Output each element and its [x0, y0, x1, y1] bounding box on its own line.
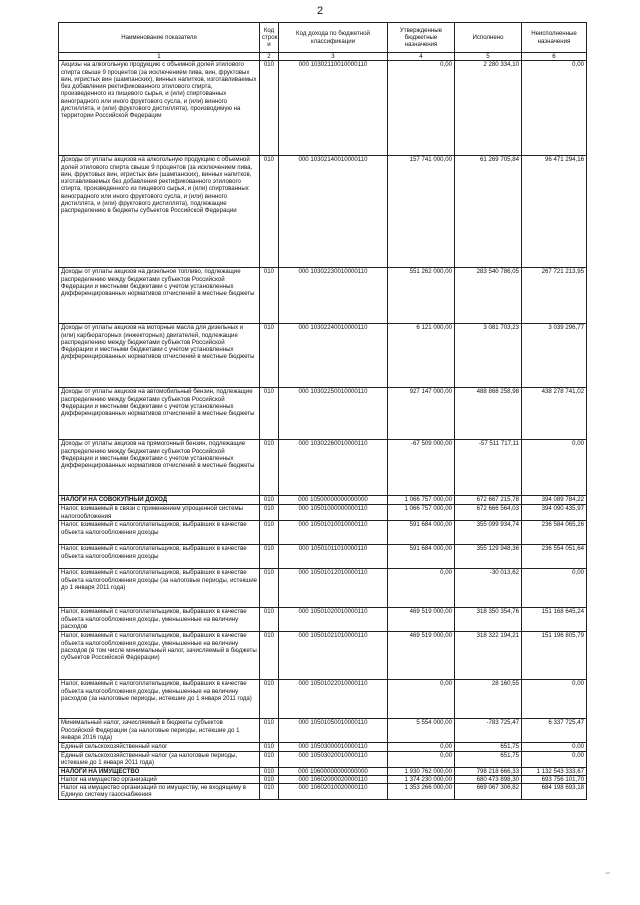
- table-row: [59, 767, 587, 775]
- row-name: Налог, взимаемый с налогоплательщиков, выбравших в качестве объекта налогообложения доходы, уменьшенные на величину расходов (в том числе минимальный налог, зачисляемый в бюджеты субъектов Российской Федерации): [59, 632, 260, 680]
- table-row: [59, 743, 587, 751]
- row-remaining: 693 756 101,70: [522, 775, 587, 783]
- row-bk-code: 000 10501012010000110: [279, 569, 388, 608]
- row-bk-code: 000 10501020010000110: [279, 608, 388, 632]
- row-approved: 0,00: [388, 569, 455, 608]
- row-remaining: 394 089 784,22: [522, 496, 587, 505]
- row-bk-code: 000 10302260010000110: [279, 440, 388, 496]
- column-number: 5: [455, 53, 522, 61]
- row-done: 318 350 354,76: [455, 608, 522, 632]
- row-name: Налог, взимаемый с налогоплательщиков, выбравших в качестве объекта налогообложения доходы (за налоговые периоды, истекшие до 1 января 2011 года): [59, 569, 260, 608]
- row-remaining: 0,00: [522, 61, 587, 156]
- row-name: Налог, взимаемый в связи с применением упрощенной системы налогообложения: [59, 505, 260, 521]
- header-name: Наименование показателя: [59, 23, 260, 53]
- table-row: [59, 719, 587, 743]
- header-approved: Утвержденные бюджетные назначения: [388, 23, 455, 53]
- table-row: [59, 569, 587, 608]
- column-number: 4: [388, 53, 455, 61]
- row-approved: 469 519 000,00: [388, 608, 455, 632]
- table-row: [59, 680, 587, 719]
- row-approved: 1 930 762 000,00: [388, 767, 455, 775]
- table-row: [59, 440, 587, 496]
- row-name: Минимальный налог, зачисляемый в бюджеты субъектов Российской Федерации (за налоговые периоды, истекшие до 1 января 2016 года): [59, 719, 260, 743]
- row-name: Налог на имущество организаций: [59, 775, 260, 783]
- row-approved: 0,00: [388, 743, 455, 751]
- table-row: [59, 268, 587, 324]
- row-remaining: 0,00: [522, 569, 587, 608]
- row-done: 355 129 948,36: [455, 545, 522, 569]
- row-bk-code: 000 10501022010000110: [279, 680, 388, 719]
- row-approved: 5 554 000,00: [388, 719, 455, 743]
- row-bk-code: 000 10600000000000000: [279, 767, 388, 775]
- row-bk-code: 000 10302240010000110: [279, 324, 388, 388]
- row-code: 010: [260, 440, 279, 496]
- row-bk-code: 000 10302110010000110: [279, 61, 388, 156]
- row-remaining: 267 721 213,95: [522, 268, 587, 324]
- row-approved: 1 353 266 000,00: [388, 784, 455, 800]
- row-approved: 551 262 000,00: [388, 268, 455, 324]
- row-name: НАЛОГИ НА ИМУЩЕСТВО: [59, 767, 260, 775]
- row-name: Доходы от уплаты акцизов на дизельное топливо, подлежащие распределению между бюджетами субъектов Российской Федерации и местными бюджетами с учетом установленных дифференцированных нормативов отчислений в местные бюджеты: [59, 268, 260, 324]
- column-number-row: [59, 53, 587, 61]
- row-approved: 6 121 000,00: [388, 324, 455, 388]
- row-name: Налог на имущество организаций по имуществу, не входящему в Единую систему газоснабжения: [59, 784, 260, 800]
- row-remaining: 151 168 645,24: [522, 608, 587, 632]
- row-approved: 1 066 757 000,00: [388, 496, 455, 505]
- row-done: 669 067 306,82: [455, 784, 522, 800]
- row-code: 010: [260, 743, 279, 751]
- row-code: 010: [260, 505, 279, 521]
- row-name: НАЛОГИ НА СОВОКУПНЫЙ ДОХОД: [59, 496, 260, 505]
- row-remaining: 151 196 805,79: [522, 632, 587, 680]
- page-number: 2: [316, 5, 324, 17]
- table-row: [59, 496, 587, 505]
- row-approved: 927 147 000,00: [388, 388, 455, 440]
- row-remaining: 236 584 065,26: [522, 521, 587, 545]
- row-remaining: 3 039 296,77: [522, 324, 587, 388]
- row-done: 672 666 564,03: [455, 505, 522, 521]
- row-bk-code: 000 10602010020000110: [279, 784, 388, 800]
- row-code: 010: [260, 545, 279, 569]
- row-approved: -67 509 000,00: [388, 440, 455, 496]
- header-bk: Код дохода по бюджетной классификации: [279, 23, 388, 53]
- row-name: Налог, взимаемый с налогоплательщиков, выбравших в качестве объекта налогообложения доходы, уменьшенные на величину расходов (за налоговые периоды, истекшие до 1 января 2011 года): [59, 680, 260, 719]
- table-row: [59, 324, 587, 388]
- row-code: 010: [260, 784, 279, 800]
- table-row: [59, 775, 587, 783]
- column-number: 3: [279, 53, 388, 61]
- row-done: -57 511 717,11: [455, 440, 522, 496]
- table-row: [59, 632, 587, 680]
- row-name: Доходы от уплаты акцизов на автомобильный бензин, подлежащие распределению между бюджетами субъектов Российской Федерации и местными бюджетами с учетом установленных дифференцированных нормативов отчислений в местные бюджеты: [59, 388, 260, 440]
- row-remaining: 394 090 435,97: [522, 505, 587, 521]
- row-remaining: 6 337 725,47: [522, 719, 587, 743]
- table-row: [59, 521, 587, 545]
- row-remaining: 1 132 543 333,67: [522, 767, 587, 775]
- row-bk-code: 000 10503020010000110: [279, 751, 388, 767]
- row-bk-code: 000 10501010010000110: [279, 521, 388, 545]
- column-number: 6: [522, 53, 587, 61]
- row-approved: 0,00: [388, 751, 455, 767]
- row-bk-code: 000 10602000020000110: [279, 775, 388, 783]
- table-row: [59, 388, 587, 440]
- row-approved: 591 684 000,00: [388, 545, 455, 569]
- row-remaining: 0,00: [522, 751, 587, 767]
- row-done: 651,75: [455, 751, 522, 767]
- table-row: [59, 784, 587, 800]
- row-bk-code: 000 10302250010000110: [279, 388, 388, 440]
- row-bk-code: 000 10302140010000110: [279, 156, 388, 268]
- row-code: 010: [260, 61, 279, 156]
- row-done: 488 868 258,98: [455, 388, 522, 440]
- row-done: 355 099 934,74: [455, 521, 522, 545]
- row-code: 010: [260, 569, 279, 608]
- row-code: 010: [260, 496, 279, 505]
- row-bk-code: 000 10503000010000110: [279, 743, 388, 751]
- row-done: 28 160,55: [455, 680, 522, 719]
- row-name: Единый сельскохозяйственный налог: [59, 743, 260, 751]
- row-approved: 1 066 757 000,00: [388, 505, 455, 521]
- row-done: -783 725,47: [455, 719, 522, 743]
- row-code: 010: [260, 680, 279, 719]
- table-row: [59, 751, 587, 767]
- row-approved: 0,00: [388, 680, 455, 719]
- row-bk-code: 000 10501011010000110: [279, 545, 388, 569]
- row-bk-code: 000 10501050010000110: [279, 719, 388, 743]
- row-name: Налог, взимаемый с налогоплательщиков, выбравших в качестве объекта налогообложения доходы: [59, 521, 260, 545]
- column-number: 2: [260, 53, 279, 61]
- margin-mark: ~: [603, 867, 611, 879]
- row-code: 010: [260, 767, 279, 775]
- row-remaining: 438 278 741,02: [522, 388, 587, 440]
- row-approved: 0,00: [388, 61, 455, 156]
- table-row: [59, 608, 587, 632]
- row-remaining: 236 554 051,64: [522, 545, 587, 569]
- table-row: [59, 545, 587, 569]
- row-approved: 591 684 000,00: [388, 521, 455, 545]
- table-row: [59, 61, 587, 156]
- row-name: Единый сельскохозяйственный налог (за налоговые периоды, истекшие до 1 января 2011 года): [59, 751, 260, 767]
- row-code: 010: [260, 324, 279, 388]
- row-bk-code: 000 10302230010000110: [279, 268, 388, 324]
- row-approved: 469 519 000,00: [388, 632, 455, 680]
- row-code: 010: [260, 632, 279, 680]
- row-remaining: 0,00: [522, 680, 587, 719]
- column-number: 1: [59, 53, 260, 61]
- row-done: 680 473 898,30: [455, 775, 522, 783]
- row-code: 010: [260, 608, 279, 632]
- row-approved: 1 374 230 000,00: [388, 775, 455, 783]
- row-remaining: 96 471 294,16: [522, 156, 587, 268]
- row-approved: 157 741 000,00: [388, 156, 455, 268]
- header-code: Код строк и: [260, 23, 279, 53]
- row-done: 2 280 334,10: [455, 61, 522, 156]
- row-code: 010: [260, 156, 279, 268]
- row-bk-code: 000 10501000000000110: [279, 505, 388, 521]
- row-done: 3 081 703,23: [455, 324, 522, 388]
- row-done: 672 667 215,78: [455, 496, 522, 505]
- row-code: 010: [260, 388, 279, 440]
- header-done: Исполнено: [455, 23, 522, 53]
- row-done: 318 322 194,21: [455, 632, 522, 680]
- row-code: 010: [260, 751, 279, 767]
- row-remaining: 684 198 693,18: [522, 784, 587, 800]
- row-done: -30 013,62: [455, 569, 522, 608]
- row-name: Акцизы на алкогольную продукцию с объемной долей этилового спирта свыше 9 процентов (за исключением пива, вин, фруктовых вин, игристых вин (шампанских), винных напитков, изготавливаемых без добавления ректификованного этилового спирта, произведенного из пищевого сырья, и (или) спиртованных виноградного или иного фруктового сусла, и (или) винного дистиллята, и (или) фруктового дистиллята), производимую на территории Российской Федерации: [59, 61, 260, 156]
- row-bk-code: 000 10500000000000000: [279, 496, 388, 505]
- table-row: [59, 156, 587, 268]
- row-name: Доходы от уплаты акцизов на моторные масла для дизельных и (или) карбюраторных (инжекторных) двигателей, подлежащие распределению между бюджетами субъектов Российской Федерации и местными бюджетами с учетом установленных дифференцированных нормативов отчислений в местные бюджеты: [59, 324, 260, 388]
- table-row: [59, 505, 587, 521]
- header-remaining: Неисполненные назначения: [522, 23, 587, 53]
- row-remaining: 0,00: [522, 440, 587, 496]
- row-name: Доходы от уплаты акцизов на алкогольную продукцию с объемной долей этилового спирта свыше 9 процентов (за исключением пива, вин, фруктовых вин, игристых вин (шампанских), винных напитков, изготавливаемых без добавления ректификованного этилового спирта, произведенного из пищевого сырья, и (или) спиртованных виноградного или иного фруктового сусла, и (или) винного дистиллята, и (или) фруктового дистиллята), подлежащие распределению в бюджеты субъектов Российской Федерации: [59, 156, 260, 268]
- row-bk-code: 000 10501021010000110: [279, 632, 388, 680]
- row-code: 010: [260, 775, 279, 783]
- row-name: Налог, взимаемый с налогоплательщиков, выбравших в качестве объекта налогообложения доходы: [59, 545, 260, 569]
- row-done: 798 218 666,33: [455, 767, 522, 775]
- budget-report-table: [58, 22, 587, 800]
- row-code: 010: [260, 268, 279, 324]
- row-done: 283 540 786,05: [455, 268, 522, 324]
- row-code: 010: [260, 521, 279, 545]
- row-name: Доходы от уплаты акцизов на прямогонный бензин, подлежащие распределению между бюджетами субъектов Российской Федерации и местными бюджетами с учетом установленных дифференцированных нормативов отчислений в местные бюджеты: [59, 440, 260, 496]
- row-remaining: 0,00: [522, 743, 587, 751]
- header-row: [59, 23, 587, 53]
- row-done: 651,75: [455, 743, 522, 751]
- row-done: 61 269 705,84: [455, 156, 522, 268]
- row-name: Налог, взимаемый с налогоплательщиков, выбравших в качестве объекта налогообложения доходы, уменьшенные на величину расходов: [59, 608, 260, 632]
- row-code: 010: [260, 719, 279, 743]
